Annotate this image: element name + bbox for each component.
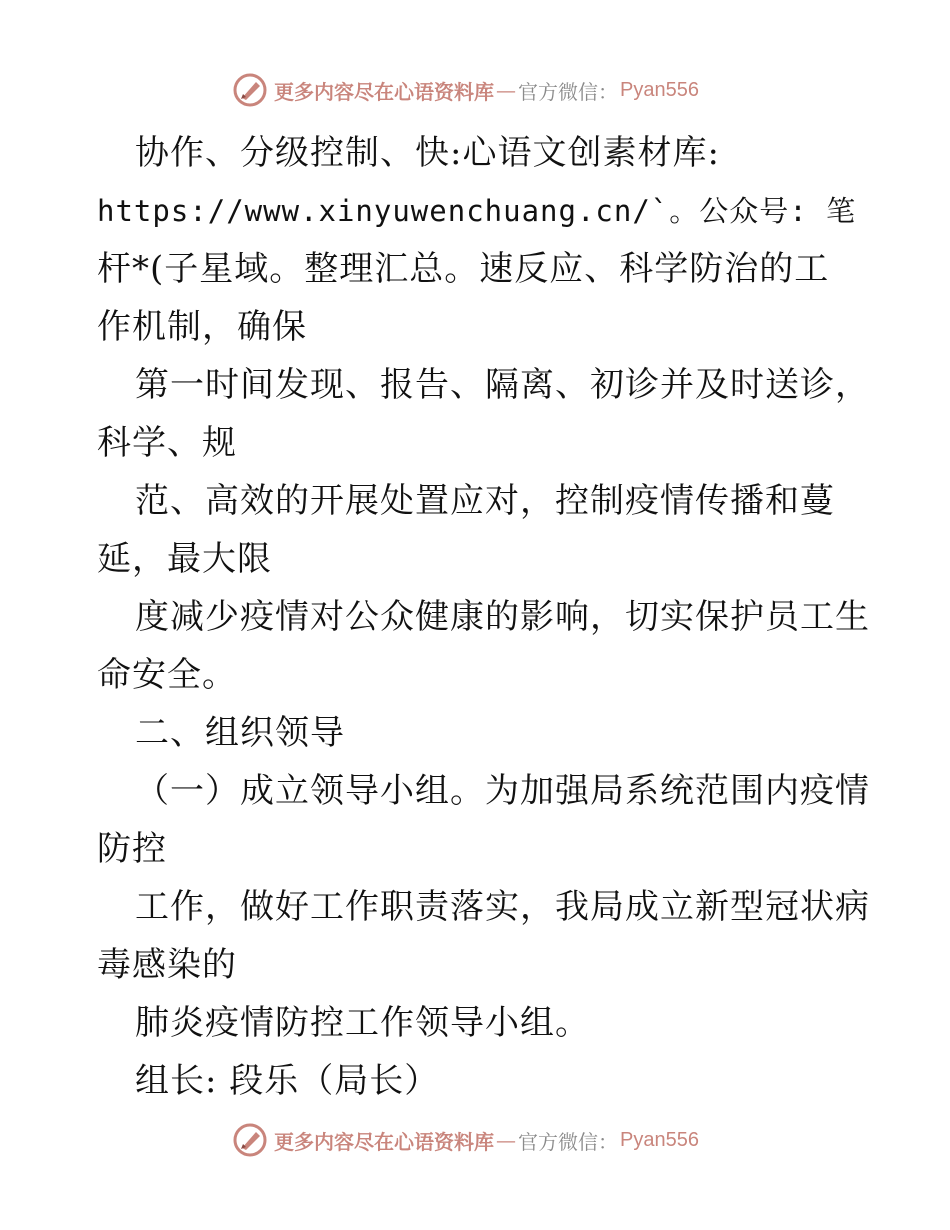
pen-logo-icon bbox=[232, 72, 268, 108]
watermark-main-text: 更多内容尽在心语资料库 bbox=[274, 1129, 494, 1154]
watermark-dash: — bbox=[496, 1128, 516, 1152]
body-line: 工作，做好工作职责落实，我局成立新型冠状病 bbox=[135, 887, 870, 927]
body-line: https://www.xinyuwenchuang.cn/`。公众号: 笔 bbox=[97, 194, 857, 228]
body-line: 毒感染的 bbox=[97, 945, 237, 985]
body-line: 科学、规 bbox=[97, 423, 237, 463]
header-watermark bbox=[232, 70, 752, 110]
pen-logo-icon bbox=[232, 1122, 268, 1158]
body-line: 命安全。 bbox=[97, 655, 237, 695]
body-line: （一）成立领导小组。为加强局系统范围内疫情 bbox=[135, 771, 870, 811]
watermark-dash: — bbox=[496, 78, 516, 102]
body-line: 肺炎疫情防控工作领导小组。 bbox=[135, 1003, 590, 1043]
section-heading: 二、组织领导 bbox=[135, 713, 345, 753]
body-line: 杆*(子星域。整理汇总。速反应、科学防治的工 bbox=[97, 249, 830, 289]
body-line: 第一时间发现、报告、隔离、初诊并及时送诊， bbox=[135, 365, 870, 405]
body-line: 作机制，确保 bbox=[97, 307, 307, 347]
body-line: 组长: 段乐（局长） bbox=[135, 1061, 440, 1101]
watermark-wechat-id: Pyan556 bbox=[620, 78, 699, 101]
body-line: 延，最大限 bbox=[97, 539, 272, 579]
watermark-wechat-id: Pyan556 bbox=[620, 1128, 699, 1151]
watermark-sub-text: 官方微信： bbox=[518, 1129, 618, 1154]
body-line: 协作、分级控制、快:心语文创素材库: bbox=[135, 133, 720, 173]
document-body bbox=[97, 124, 870, 1110]
body-line: 防控 bbox=[97, 829, 167, 869]
watermark-main-text: 更多内容尽在心语资料库 bbox=[274, 79, 494, 104]
footer-watermark bbox=[232, 1120, 752, 1160]
body-line: 度减少疫情对公众健康的影响，切实保护员工生 bbox=[135, 597, 870, 637]
body-line: 范、高效的开展处置应对，控制疫情传播和蔓 bbox=[135, 481, 835, 521]
watermark-sub-text: 官方微信： bbox=[518, 79, 618, 104]
